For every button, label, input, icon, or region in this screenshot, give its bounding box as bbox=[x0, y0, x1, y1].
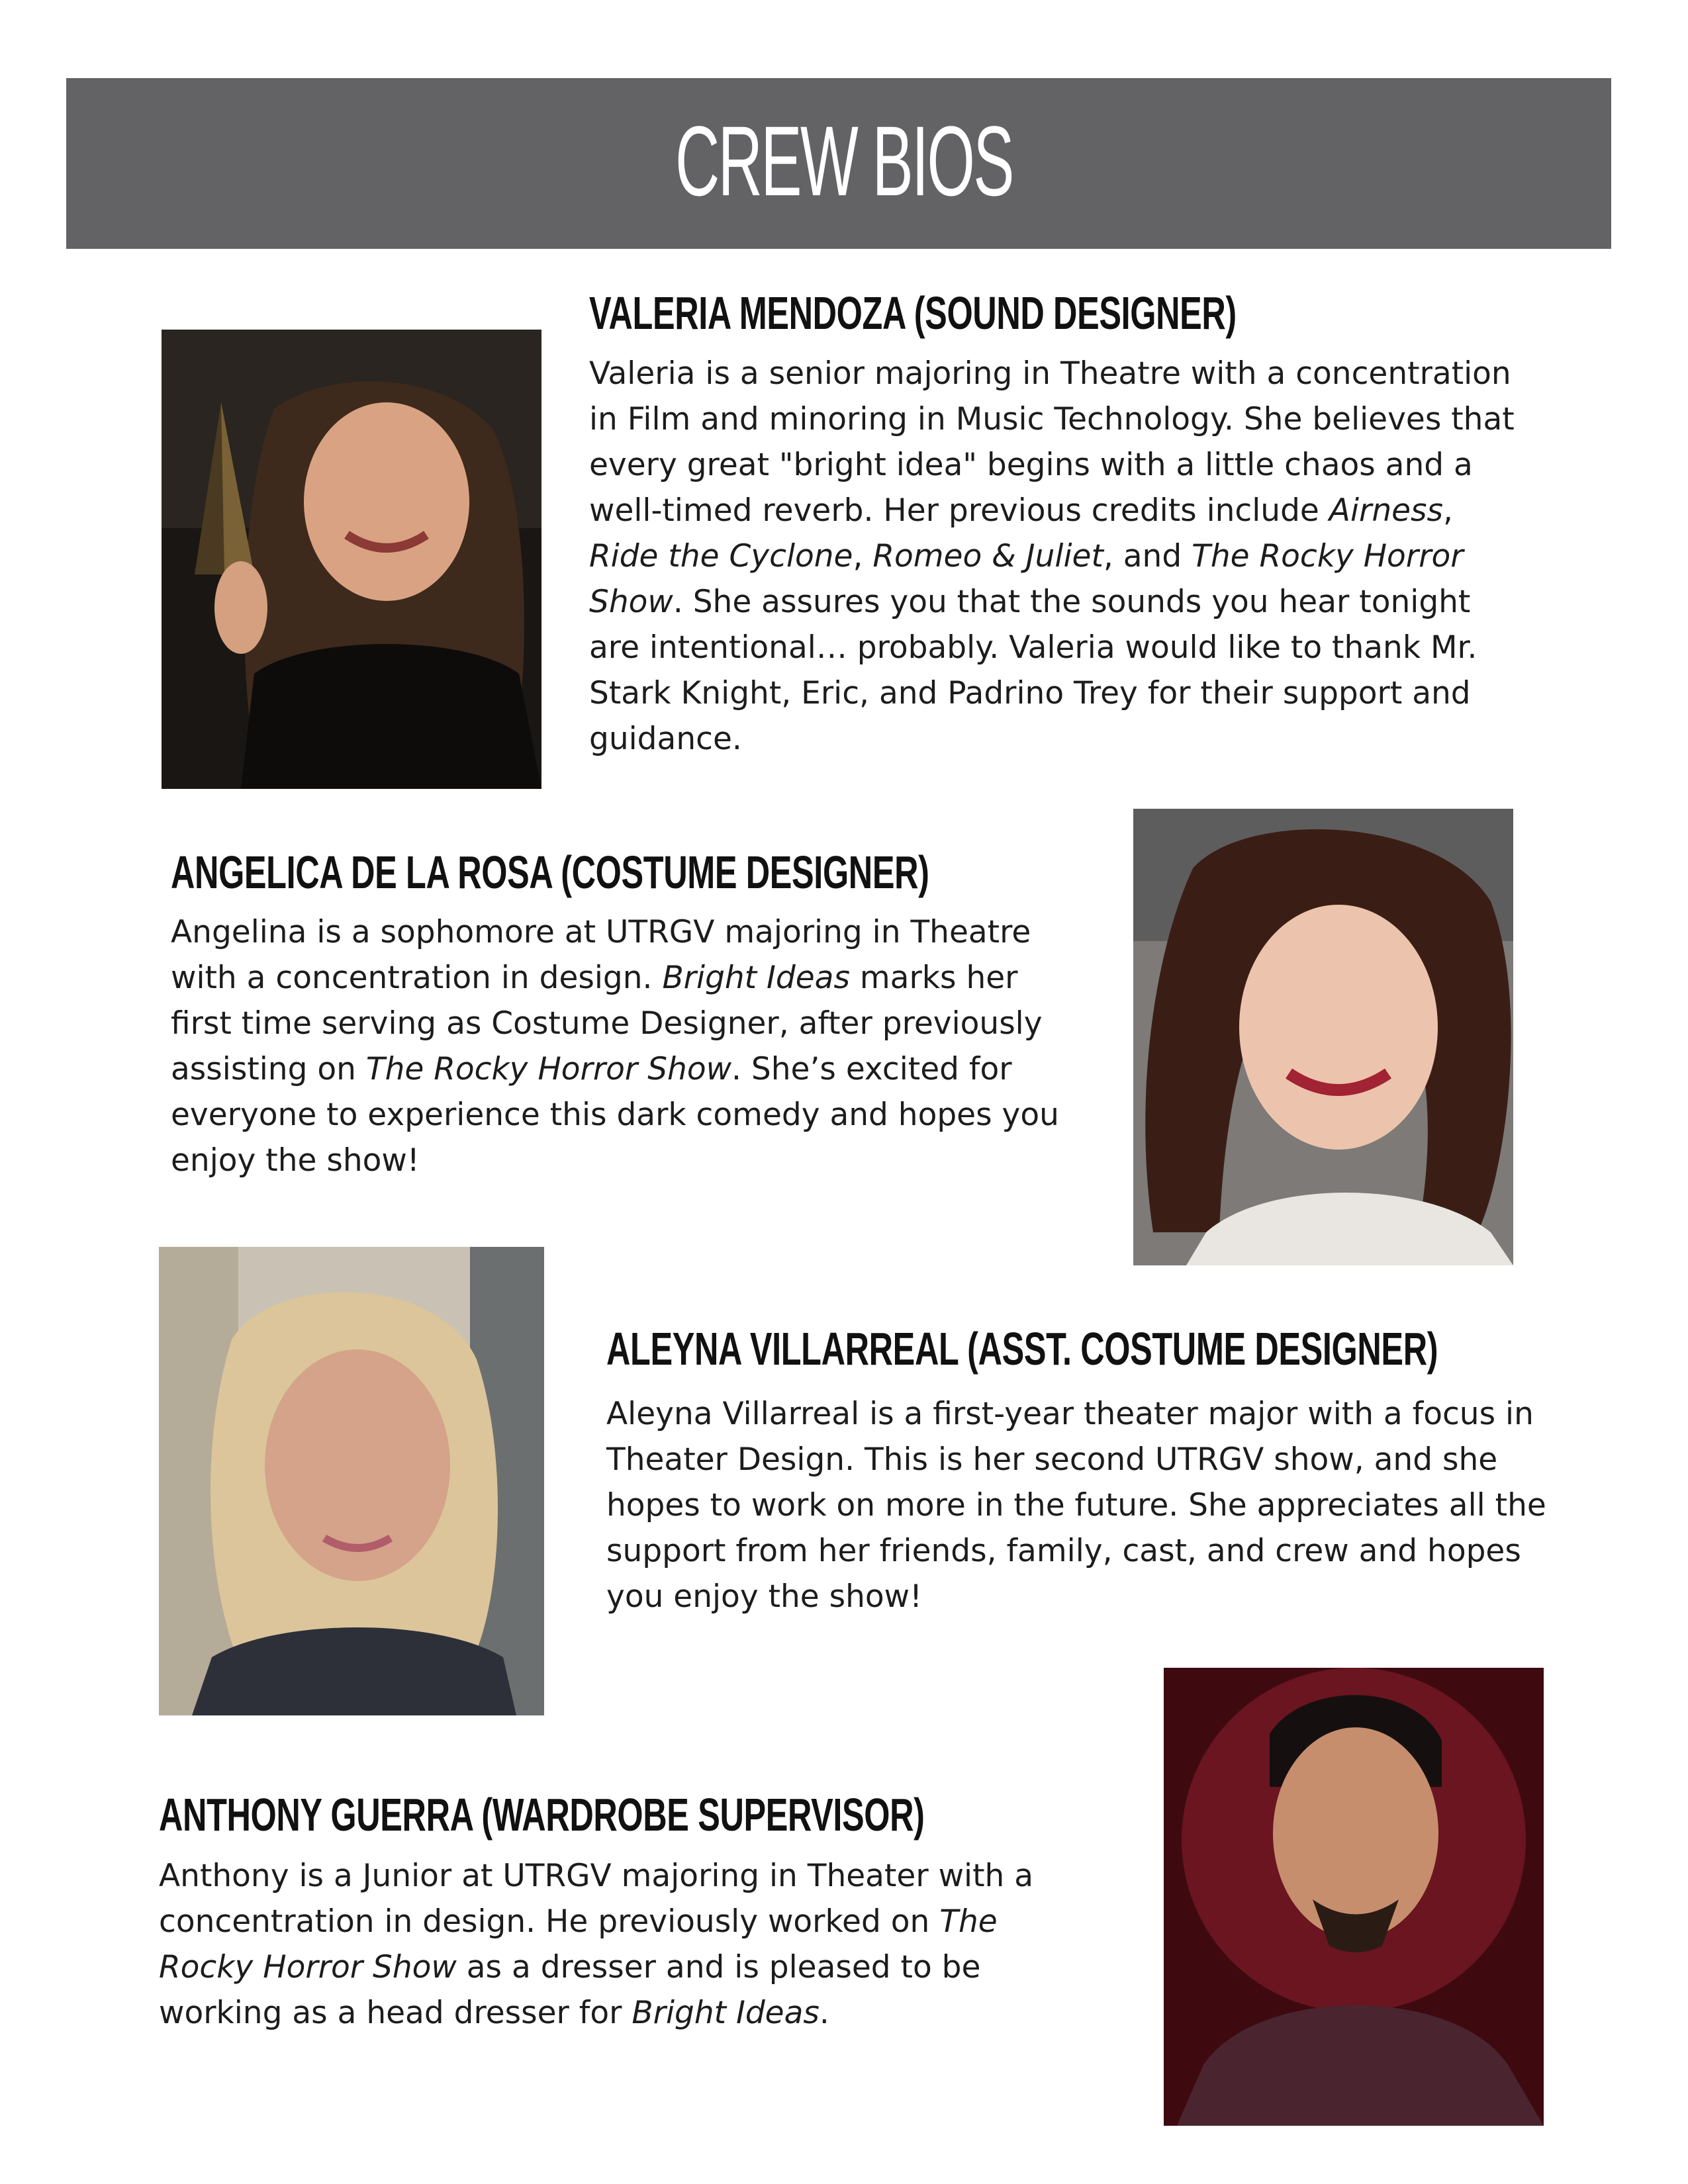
valeria-mendoza-photo bbox=[162, 330, 541, 789]
bio-text-run: Angelina is a sophomore at UTRGV majoring in Theatre with a concentration in design. bbox=[171, 914, 1031, 996]
italic-title: Bright Ideas bbox=[662, 960, 850, 996]
anthony-guerra-photo bbox=[1164, 1668, 1544, 2126]
bio-paragraph bbox=[171, 909, 1084, 1183]
bio-text-aleyna-villarreal bbox=[606, 1391, 1560, 1619]
bio-name-anthony-guerra: ANTHONY GUERRA (WARDROBE SUPERVISOR) bbox=[159, 1789, 925, 1841]
bio-text-run: , and bbox=[1103, 538, 1192, 574]
bio-text-run: . She assures you that the sounds you hear tonight are intentional… probably. Valeria would like to thank Mr. Stark Knight, Eric, and Padrino Trey for their support and guidance. bbox=[589, 584, 1477, 757]
angelica-de-la-rosa-photo bbox=[1133, 809, 1513, 1265]
bio-text-anthony-guerra bbox=[159, 1853, 1099, 2036]
bio-text-run: . She’s excited for everyone to experience this dark comedy and hopes you enjoy the show! bbox=[171, 1051, 1059, 1179]
bio-text-run: , bbox=[853, 538, 873, 574]
bio-text-run: Aleyna Villarreal is a first-year theater major with a focus in Theater Design. This is her second UTRGV show, and she hopes to work on more in the future. She appreciates all the support from her friends, family, cast, and crew and hopes you enjoy the show! bbox=[606, 1396, 1546, 1615]
bio-text-run: Valeria is a senior majoring in Theatre with a concentration in Film and minoring in Music Technology. She believes that every great "bright idea" begins with a little chaos and a well-timed reverb. Her previous credits include bbox=[589, 355, 1515, 529]
italic-title: The Rocky Horror Show bbox=[589, 538, 1464, 620]
bio-paragraph bbox=[159, 1853, 1099, 2036]
bio-text-run: , bbox=[1443, 492, 1453, 529]
bio-text-run: Anthony is a Junior at UTRGV majoring in Theater with a concentration in design. He previously worked on bbox=[159, 1858, 1034, 1940]
bio-name-valeria-mendoza: VALERIA MENDOZA (SOUND DESIGNER) bbox=[589, 287, 1237, 339]
bio-name-aleyna-villarreal: ALEYNA VILLARREAL (ASST. COSTUME DESIGNER) bbox=[606, 1323, 1438, 1375]
bio-text-run: . bbox=[819, 1995, 829, 2031]
bio-text-valeria-mendoza bbox=[589, 351, 1529, 762]
italic-title: Airness bbox=[1329, 492, 1444, 529]
italic-title: Ride the Cyclone bbox=[589, 538, 853, 574]
italic-title: The Rocky Horror Show bbox=[159, 1903, 998, 1985]
bio-name-angelica-de-la-rosa: ANGELICA DE LA ROSA (COSTUME DESIGNER) bbox=[171, 846, 929, 898]
bio-paragraph bbox=[606, 1391, 1560, 1619]
italic-title: The Rocky Horror Show bbox=[365, 1051, 732, 1087]
bio-text-run: as a dresser and is pleased to be working as a head dresser for bbox=[159, 1949, 981, 2031]
italic-title: Bright Ideas bbox=[632, 1995, 820, 2031]
italic-title: Romeo & Juliet bbox=[872, 538, 1103, 574]
bio-text-run: marks her first time serving as Costume Designer, after previously assisting on bbox=[171, 960, 1043, 1087]
bio-paragraph bbox=[589, 351, 1529, 762]
aleyna-villarreal-photo bbox=[159, 1247, 544, 1715]
page-title: CREW BIOS bbox=[675, 105, 1013, 216]
bio-text-angelica-de-la-rosa bbox=[171, 909, 1084, 1183]
